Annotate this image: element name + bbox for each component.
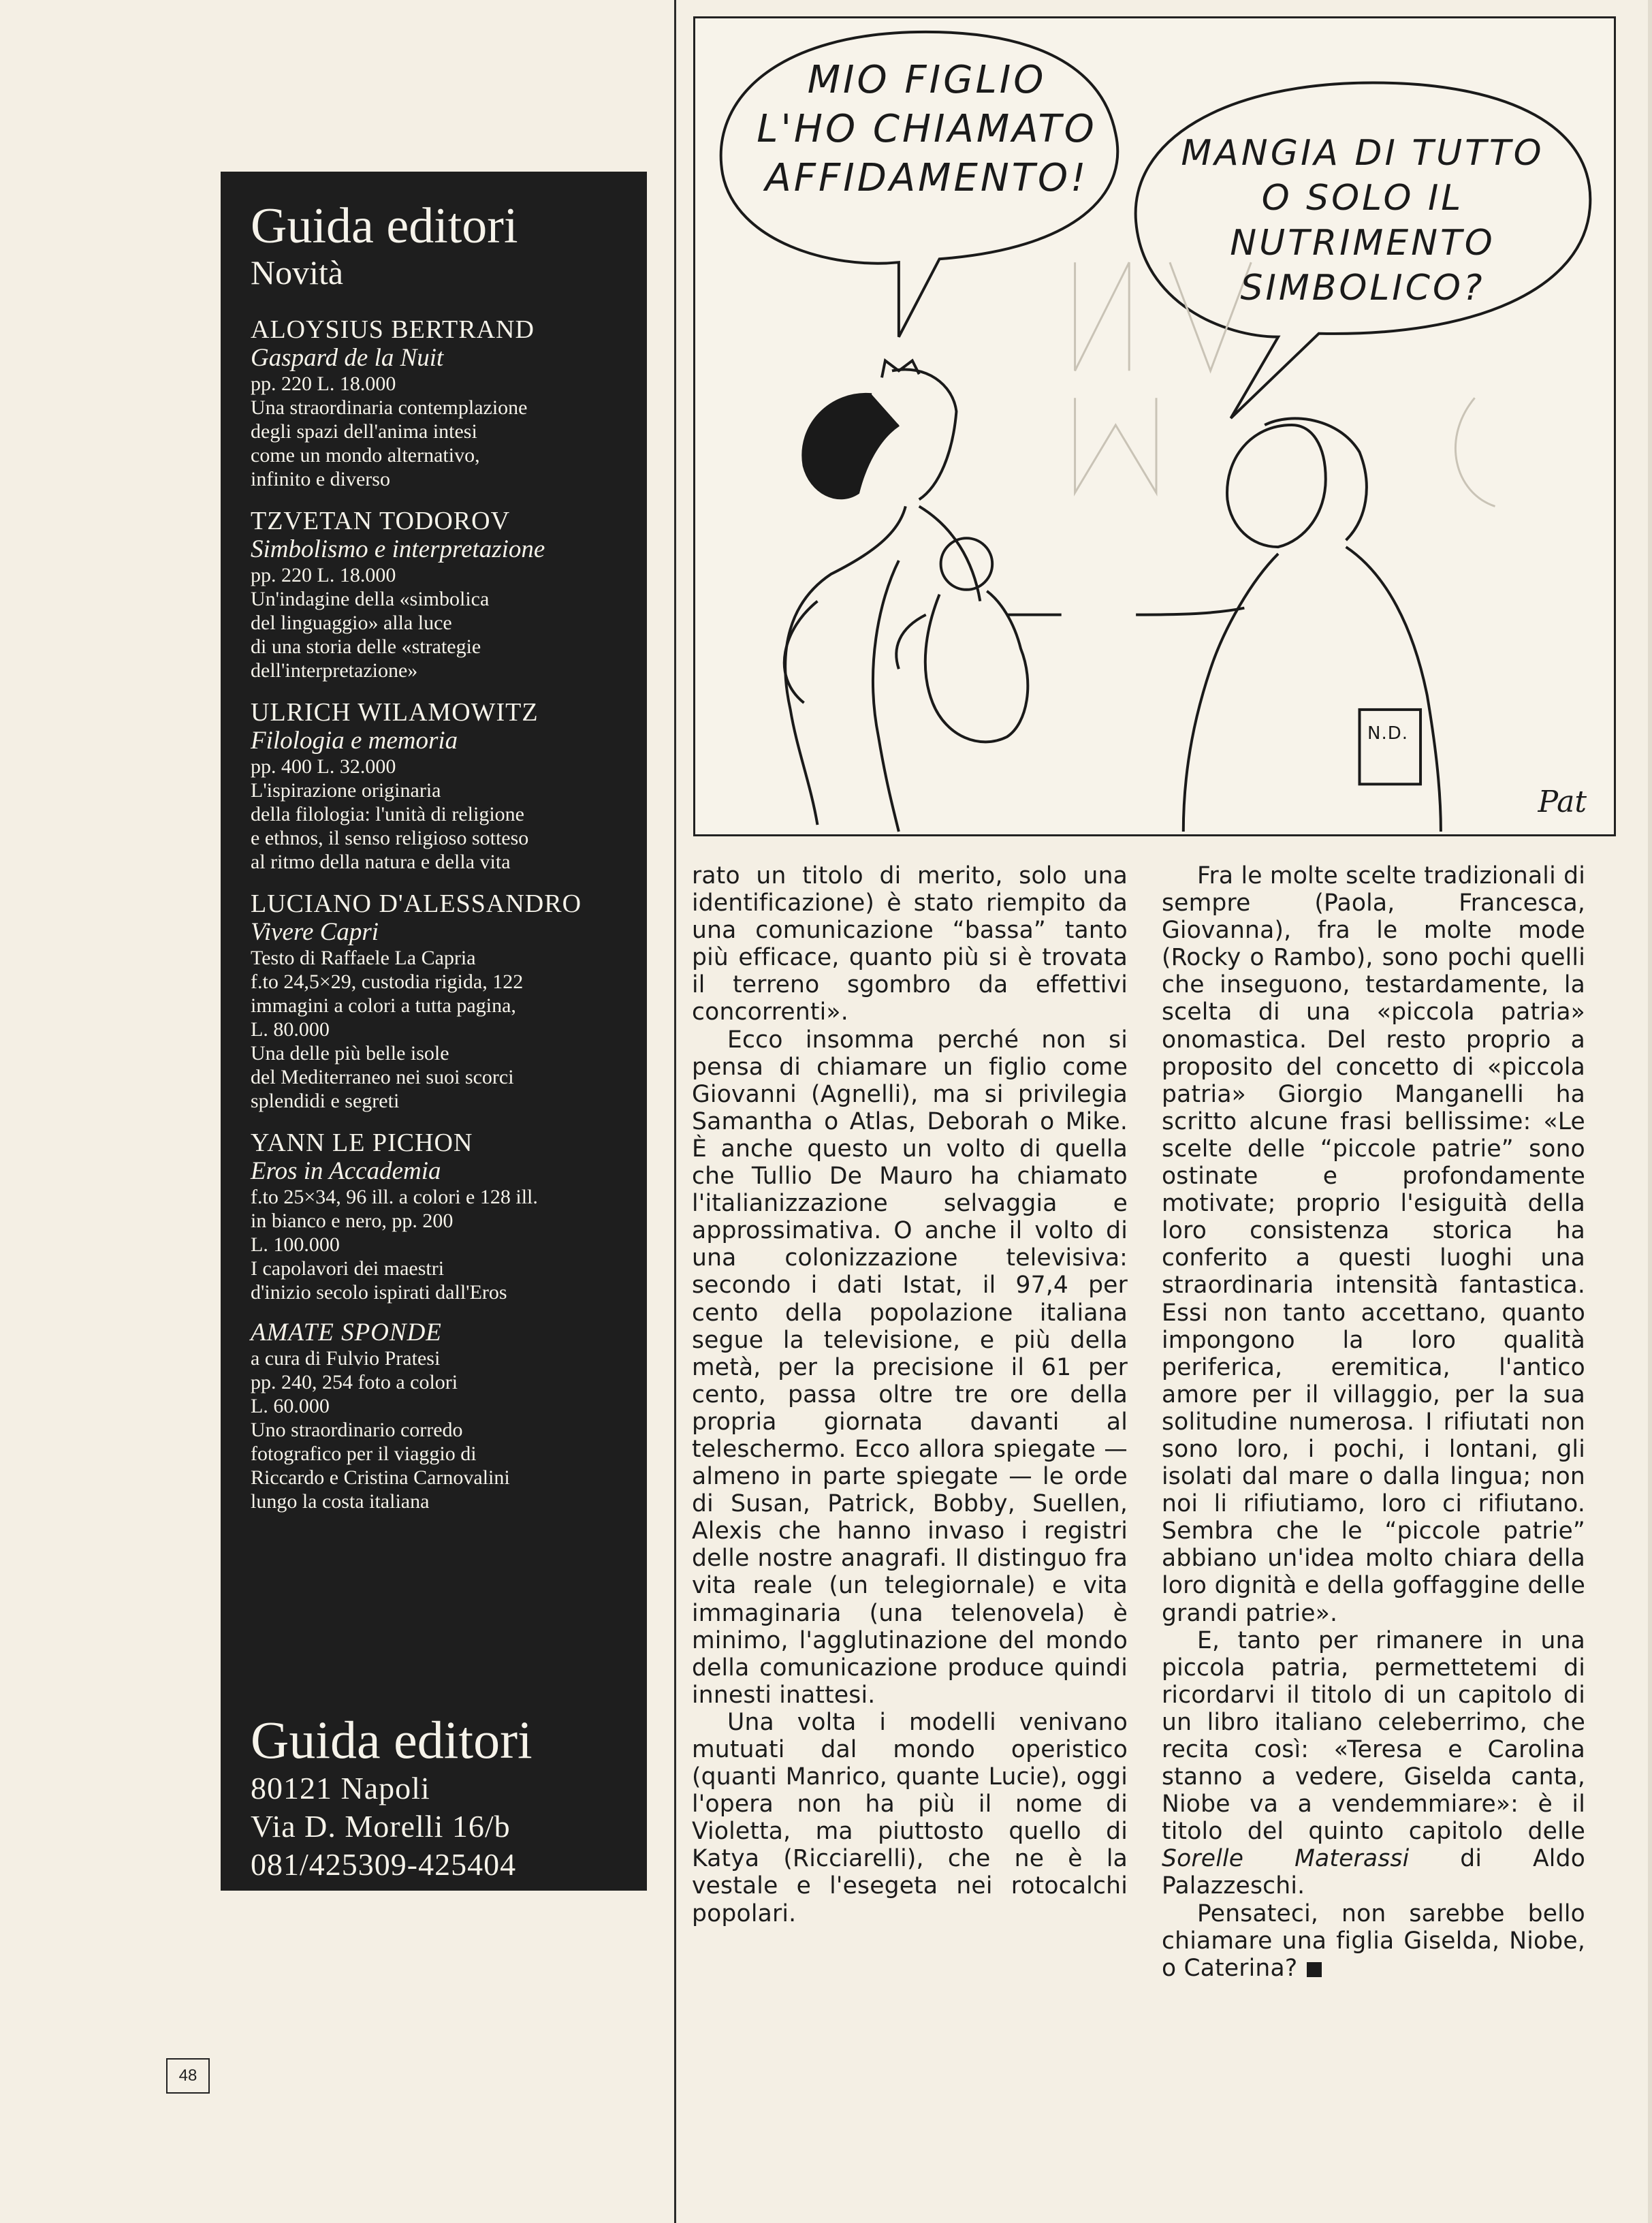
guida-editori-ad bbox=[221, 172, 647, 1891]
article-paragraph bbox=[1162, 1627, 1585, 1900]
book-title: Filologia e memoria bbox=[251, 727, 458, 755]
book-title: Simbolismo e interpretazione bbox=[251, 535, 545, 563]
speech-text-right bbox=[1145, 131, 1580, 311]
book-details: pp. 400 L. 32.000 bbox=[251, 755, 396, 778]
details-line: a cura di Fulvio Pratesi bbox=[251, 1347, 441, 1370]
description-line: fotografico per il viaggio di bbox=[251, 1442, 477, 1465]
article-paragraph: Una volta i modelli venivano mutuati dal mondo operistico (quanti Manrico, quante Lucie), oggi l'opera non ha più il nome di Violetta, ma piuttosto quello di Katya (Ricciarelli), che ne è la vestale e l'esegeta nei rotocalchi popolari. bbox=[692, 1708, 1128, 1927]
description-line: Una straordinaria contemplazione bbox=[251, 396, 528, 419]
description-line: I capolavori dei maestri bbox=[251, 1257, 445, 1280]
details-line: pp. 240, 254 foto a colori bbox=[251, 1371, 458, 1393]
book-entry bbox=[251, 697, 617, 874]
details-line: in bianco e nero, pp. 200 bbox=[251, 1210, 454, 1232]
description-line: L'ispirazione originaria bbox=[251, 779, 441, 802]
book-description bbox=[251, 587, 617, 682]
speech-line: NUTRIMENTO bbox=[1230, 223, 1495, 264]
book-description bbox=[251, 396, 617, 491]
description-line: Riccardo e Cristina Carnovalini bbox=[251, 1466, 510, 1489]
description-line: d'inizio secolo ispirati dall'Eros bbox=[251, 1281, 507, 1304]
description-line: Una delle più belle isole bbox=[251, 1042, 449, 1065]
description-line: e ethnos, il senso religioso sotteso bbox=[251, 827, 529, 849]
article-paragraph: Fra le molte scelte tradizionali di sempre (Paola, Francesca, Giovanna), fra le molte mode (Rocky o Rambo), sono pochi quelli che inseguono, testardamente, la scelta di una «piccola patria» onomastica. Del resto proprio a proposito del concetto di «piccola patria» Giorgio Manganelli ha scritto alcune frasi bellissime: «Le scelte delle “piccole patrie” sono ostinate e profondamente motivate; proprio l'esiguità della loro consistenza storica ha conferito a questi luoghi una straordinaria intensità fantastica. Essi non tanto accettano, quanto impongono la loro qualità periferica, eremitica, l'antico amore per il villaggio, per la sua solitudine numerosa. I rifiutati non sono loro, i pochi, i lontani, gli isolati dal mare o dalla lingua; non noi li rifiutiamo, loro ci rifiutano. Sembra che le “piccole patrie” abbiano un'idea molto chiara della loro dignità e della goffaggine delle grandi patrie». bbox=[1162, 862, 1585, 1627]
book-title: Eros in Accademia bbox=[251, 1157, 441, 1185]
book-description bbox=[251, 1257, 617, 1304]
bag-label: N.D. bbox=[1367, 723, 1408, 744]
description-line: degli spazi dell'anima intesi bbox=[251, 420, 477, 443]
article-paragraph bbox=[1162, 1900, 1585, 1982]
book-author: YANN LE PICHON bbox=[251, 1129, 473, 1157]
book-author: ALOYSIUS BERTRAND bbox=[251, 315, 535, 344]
description-line: del Mediterraneo nei suoi scorci bbox=[251, 1066, 514, 1088]
article-column-2 bbox=[1162, 862, 1585, 1982]
article-column-1 bbox=[692, 862, 1128, 1927]
speech-line: AFFIDAMENTO! bbox=[765, 156, 1089, 200]
book-title: Vivere Capri bbox=[251, 918, 379, 946]
publisher-phone: 081/425309-425404 bbox=[251, 1847, 517, 1882]
book-details: pp. 220 L. 18.000 bbox=[251, 373, 396, 395]
speech-line: L'HO CHIAMATO bbox=[757, 107, 1097, 151]
details-line: Testo di Raffaele La Capria bbox=[251, 947, 476, 969]
cartoon-illustration bbox=[693, 16, 1616, 836]
speech-line: MANGIA DI TUTTO bbox=[1181, 133, 1544, 174]
description-line: del linguaggio» alla luce bbox=[251, 612, 452, 634]
book-details bbox=[251, 946, 617, 1041]
speech-text-left bbox=[736, 56, 1117, 203]
book-description bbox=[251, 778, 617, 874]
speech-line: O SOLO IL bbox=[1261, 178, 1464, 219]
paragraph-text: E, tanto per rimanere in una piccola patria, permettetemi di ricordarvi il titolo di un capitolo di un libro italiano celeberrimo, che recita così: «Teresa e Carolina stanno a vedere, Giselda canta, Niobe va a vendemmiare»: è il titolo del quinto capitolo delle bbox=[1162, 1626, 1585, 1846]
artist-signature: Pat bbox=[1538, 785, 1587, 819]
column-divider bbox=[674, 0, 676, 2223]
description-line: infinito e diverso bbox=[251, 468, 390, 490]
book-title: AMATE SPONDE bbox=[251, 1319, 442, 1346]
details-line: immagini a colori a tutta pagina, bbox=[251, 994, 516, 1017]
book-details: pp. 220 L. 18.000 bbox=[251, 564, 396, 586]
speech-line: SIMBOLICO? bbox=[1240, 268, 1485, 309]
book-entry bbox=[251, 1128, 617, 1304]
baby bbox=[896, 538, 1061, 742]
ad-footer bbox=[251, 1711, 533, 1884]
description-line: lungo la costa italiana bbox=[251, 1490, 430, 1513]
description-line: della filologia: l'unità di religione bbox=[251, 803, 524, 825]
book-entry bbox=[251, 1319, 617, 1513]
article-paragraph: rato un titolo di merito, solo una identificazione) è stato riempito da una comunicazione “bassa” tanto più efficace, quanto più si è trovata il terreno sgombro da effettivi concorrenti». bbox=[692, 862, 1128, 1026]
description-line: dell'interpretazione» bbox=[251, 659, 418, 682]
book-description bbox=[251, 1418, 617, 1513]
description-line: come un mondo alternativo, bbox=[251, 444, 480, 467]
details-line: f.to 24,5×29, custodia rigida, 122 bbox=[251, 971, 524, 993]
page-edge bbox=[1648, 0, 1652, 2223]
woman-left bbox=[784, 360, 981, 832]
description-line: Uno straordinario corredo bbox=[251, 1419, 463, 1441]
speech-line: MIO FIGLIO bbox=[807, 58, 1047, 102]
description-line: splendidi e segreti bbox=[251, 1090, 400, 1112]
book-entry bbox=[251, 889, 617, 1113]
book-entry bbox=[251, 315, 617, 491]
ad-title: Guida editori bbox=[251, 198, 518, 254]
details-line: L. 80.000 bbox=[251, 1018, 330, 1041]
details-line: f.to 25×34, 96 ill. a colori e 128 ill. bbox=[251, 1186, 538, 1208]
book-entry bbox=[251, 506, 617, 682]
book-details bbox=[251, 1185, 617, 1257]
paragraph-text: Pensateci, non sarebbe bello chiamare una figlia Giselda, Niobe, o Caterina? bbox=[1162, 1899, 1585, 1982]
book-author: ULRICH WILAMOWITZ bbox=[251, 698, 539, 727]
end-of-article-mark bbox=[1307, 1962, 1322, 1977]
book-details bbox=[251, 1346, 617, 1418]
article-paragraph: Ecco insomma perché non si pensa di chiamare un figlio come Giovanni (Agnelli), ma si privilegia Samantha o Atlas, Deborah o Mike. È anche questo un volto di quella che Tullio De Mauro ha chiamato l'italianizzazione selvaggia e approssimativa. O anche il volto di una colonizzazione televisiva: secondo i dati Istat, il 97,4 per cento della popolazione italiana segue la televisione, e più della metà, per la precisione il 61 per cento, passa oltre tre ore della propria giornata davanti al teleschermo. Ecco allora spiegate — almeno in parte spiegate — le orde di Susan, Patrick, Bobby, Suellen, Alexis che hanno invaso i registri delle nostre anagrafi. Il distinguo fra vita reale (un telegiornale) e vita immaginaria (una telenovela) è minimo, l'agglutinazione del mondo della comunicazione produce quindi innesti inattesi. bbox=[692, 1026, 1128, 1709]
ad-subtitle: Novità bbox=[251, 253, 344, 291]
description-line: di una storia delle «strategie bbox=[251, 635, 481, 658]
paragraph-text: di Aldo Palazzeschi. bbox=[1162, 1845, 1586, 1900]
book-author: LUCIANO D'ALESSANDRO bbox=[251, 889, 582, 918]
details-line: L. 60.000 bbox=[251, 1395, 330, 1417]
publisher-address: Via D. Morelli 16/b bbox=[251, 1809, 511, 1844]
publisher-name: Guida editori bbox=[251, 1710, 533, 1769]
book-description bbox=[251, 1041, 617, 1113]
publisher-city: 80121 Napoli bbox=[251, 1771, 430, 1806]
description-line: al ritmo della natura e della vita bbox=[251, 851, 511, 873]
details-line: L. 100.000 bbox=[251, 1233, 340, 1256]
book-author: TZVETAN TODOROV bbox=[251, 507, 511, 535]
book-title: Gaspard de la Nuit bbox=[251, 344, 444, 372]
description-line: Un'indagine della «simbolica bbox=[251, 588, 490, 610]
woman-right bbox=[1136, 418, 1441, 832]
book-reference: Sorelle Materassi bbox=[1162, 1845, 1410, 1873]
page-number: 48 bbox=[166, 2058, 210, 2094]
